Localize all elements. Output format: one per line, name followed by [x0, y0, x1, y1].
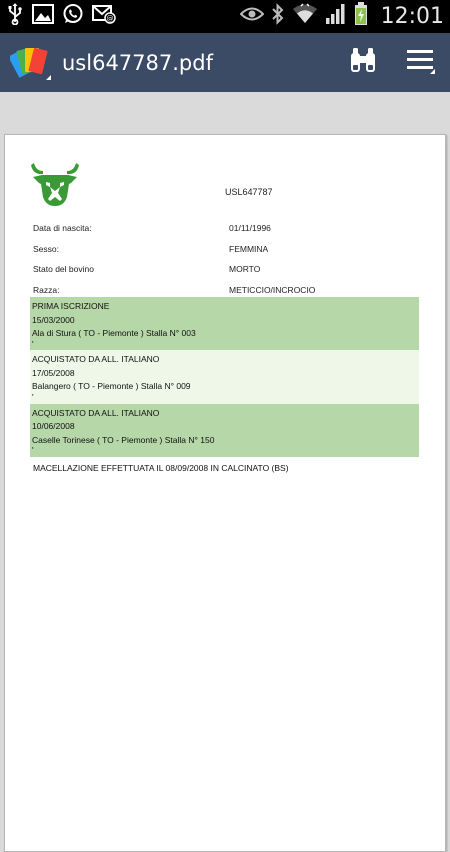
whatsapp-icon	[62, 3, 84, 30]
status-bar	[0, 0, 450, 33]
document-header	[29, 157, 429, 213]
event-date: 10/06/2008	[32, 421, 75, 432]
menu-icon[interactable]	[406, 45, 436, 80]
event-mark: '	[32, 445, 34, 456]
event-date: 15/03/2000	[32, 314, 75, 325]
signal-icon	[325, 3, 347, 30]
svg-text:@: @	[106, 14, 114, 23]
wifi-icon	[292, 3, 318, 30]
usb-icon	[6, 3, 24, 30]
list-item	[30, 350, 419, 403]
email-icon	[92, 4, 116, 29]
event-title: ACQUISTATO DA ALL. ITALIANO	[32, 407, 160, 418]
event-date: 17/05/2008	[32, 367, 75, 378]
info-row-sex	[33, 244, 433, 265]
animal-info-table	[33, 223, 433, 305]
battery-charging-icon	[354, 2, 368, 31]
notification-icons	[6, 3, 116, 30]
info-value: METICCIO/INCROCIO	[229, 284, 316, 295]
event-title: ACQUISTATO DA ALL. ITALIANO	[32, 354, 160, 365]
info-value: MORTO	[229, 264, 261, 274]
image-icon	[32, 4, 54, 29]
document-viewer[interactable]	[0, 92, 450, 800]
info-row-birth-date	[33, 223, 433, 244]
event-place: Balangero ( TO - Piemonte ) Stalla N° 009	[32, 381, 191, 392]
event-place: Caselle Torinese ( TO - Piemonte ) Stalla N° 150	[32, 434, 215, 445]
clock: 12:01	[380, 4, 444, 29]
info-row-status	[33, 264, 433, 285]
polaris-logo-icon[interactable]	[10, 42, 52, 84]
app-bar	[0, 33, 450, 92]
info-value: FEMMINA	[229, 243, 269, 254]
system-icons	[240, 2, 444, 31]
list-item	[30, 297, 419, 350]
slaughter-note: MACELLAZIONE EFFETTUATA IL 08/09/2008 IN CALCINATO (BS)	[33, 463, 289, 473]
info-value: 01/11/1996	[229, 223, 271, 233]
list-item	[30, 404, 419, 457]
info-label: Sesso:	[33, 243, 59, 254]
document-id: USL647787	[225, 187, 273, 197]
event-title: PRIMA ISCRIZIONE	[32, 301, 110, 311]
bluetooth-icon	[271, 3, 285, 30]
event-mark: '	[32, 391, 34, 402]
binoculars-icon[interactable]	[348, 45, 378, 80]
movement-history	[30, 297, 419, 457]
cow-logo-icon	[29, 157, 81, 214]
document-title: usl647787.pdf	[62, 50, 213, 75]
info-label: Data di nascita:	[33, 223, 92, 233]
event-mark: '	[32, 338, 34, 349]
info-label: Stato del bovino	[33, 264, 94, 274]
info-label: Razza:	[33, 284, 60, 295]
eye-icon	[240, 6, 264, 27]
pdf-page[interactable]	[4, 134, 446, 852]
event-place: Ala di Stura ( TO - Piemonte ) Stalla N° 003	[32, 328, 196, 338]
